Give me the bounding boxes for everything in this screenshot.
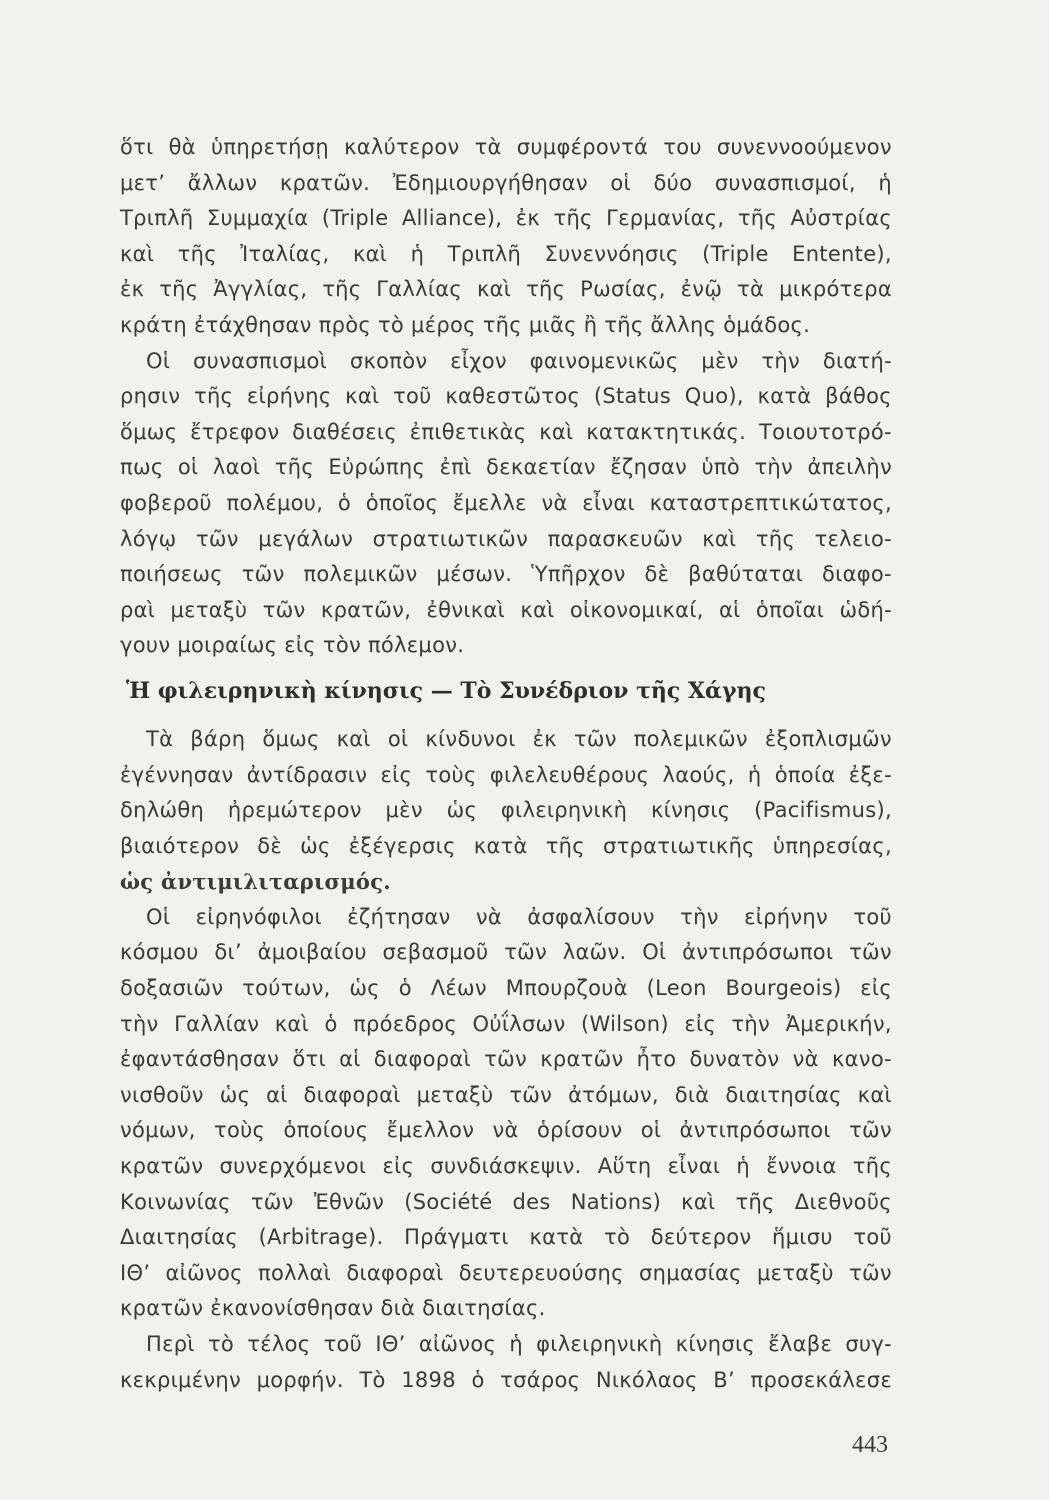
text-line: ἐκ τῆς Ἀγγλίας, τῆς Γαλλίας καὶ τῆς Ρωσίας, ἐνῷ τὰ μικρότερα <box>120 277 892 302</box>
text-line: κράτη ἐτάχθησαν πρὸς τὸ μέρος τῆς μιᾶς ἢ τῆς ἄλλης ὁμάδος. <box>120 312 811 337</box>
paragraph-1 <box>120 130 892 344</box>
text-line: ρησιν τῆς εἰρήνης καὶ τοῦ καθεστῶτος (Status Quo), κατὰ βάθος <box>120 384 892 409</box>
text-line: ἐγέννησαν ἀντίδρασιν εἰς τοὺς φιλελευθέρους λαούς, ἡ ὁποία ἐξε- <box>120 762 892 787</box>
text-line: Τριπλῆ Συμμαχία (Triple Alliance), ἐκ τῆς Γερμανίας, τῆς Αὐστρίας <box>120 206 892 231</box>
text-line: ἐφαντάσθησαν ὅτι αἱ διαφοραὶ τῶν κρατῶν ἦτο δυνατὸν νὰ κανο- <box>120 1047 892 1072</box>
text-line: κρατῶν ἐκανονίσθησαν διὰ διαιτησίας. <box>120 1296 546 1321</box>
text-line: μετ’ ἄλλων κρατῶν. Ἐδημιουργήθησαν οἱ δύο συνασπισμοί, ἡ <box>120 170 892 195</box>
text-line: νόμων, τοὺς ὁποίους ἔμελλον νὰ ὁρίσουν οἱ ἀντιπρόσωποι τῶν <box>120 1118 892 1143</box>
text-line: γουν μοιραίως εἰς τὸν πόλεμον. <box>120 633 465 658</box>
text-line: ποιήσεως τῶν πολεμικῶν μέσων. Ὑπῆρχον δὲ βαθύταται διαφο- <box>120 562 892 587</box>
text-line: Κοινωνίας τῶν Ἐθνῶν (Société des Nations) καὶ τῆς Διεθνοῦς <box>120 1189 892 1214</box>
text-line: κρατῶν συνερχόμενοι εἰς συνδιάσκεψιν. Αὕτη εἶναι ἡ ἔννοια τῆς <box>120 1154 892 1179</box>
paragraph-4 <box>120 900 892 1327</box>
text-line: νισθοῦν ὡς αἱ διαφοραὶ μεταξὺ τῶν ἀτόμων, διὰ διαιτησίας καὶ <box>120 1082 892 1107</box>
text-line: δοξασιῶν τούτων, ὡς ὁ Λέων Μπουρζουὰ (Leon Bourgeois) εἰς <box>120 976 892 1001</box>
text-line: ΙΘ’ αἰῶνος πολλαὶ διαφοραὶ δευτερευούσης σημασίας μεταξὺ τῶν <box>120 1260 892 1285</box>
body-text <box>120 130 892 1398</box>
text-line: κόσμου δι’ ἀμοιβαίου σεβασμοῦ τῶν λαῶν. Οἱ ἀντιπρόσωποι τῶν <box>120 940 892 965</box>
text-line: Τὰ βάρη ὅμως καὶ οἱ κίνδυνοι ἐκ τῶν πολεμικῶν ἐξοπλισμῶν <box>146 726 892 751</box>
text-line: φοβεροῦ πολέμου, ὁ ὁποῖος ἔμελλε νὰ εἶναι καταστρεπτικώτατος, <box>120 490 892 515</box>
text-line: Οἱ συνασπισμοὶ σκοπὸν εἶχον φαινομενικῶς μὲν τὴν διατή- <box>146 348 892 373</box>
text-line: καὶ τῆς Ἰταλίας, καὶ ἡ Τριπλῆ Συνεννόησις (Triple Entente), <box>120 241 892 266</box>
text-line: πως οἱ λαοὶ τῆς Εὐρώπης ἐπὶ δεκαετίαν ἔζησαν ὑπὸ τὴν ἀπειλὴν <box>120 455 892 480</box>
paragraph-5 <box>120 1327 892 1398</box>
text-line: δηλώθη ἠρεμώτερον μὲν ὡς φιλειρηνικὴ κίνησις (Pacifismus), <box>120 798 892 823</box>
text-line: ὅτι θὰ ὑπηρετήσῃ καλύτερον τὰ συμφέροντά του συνεννοούμενον <box>120 135 892 159</box>
text-line: βιαιότερον δὲ ὡς ἐξέγερσις κατὰ τῆς στρατιωτικῆς ὑπηρεσίας, <box>120 833 892 858</box>
text-line: ὡς ἀντιμιλιταρισμός. <box>120 869 391 895</box>
page-number: 443 <box>852 1432 888 1458</box>
section-heading: Ἡ φιλειρηνικὴ κίνησις — Τὸ Συνέδριον τῆς Χάγης <box>126 677 766 704</box>
paragraph-3 <box>120 722 892 900</box>
text-line: Περὶ τὸ τέλος τοῦ ΙΘ’ αἰῶνος ἡ φιλειρηνικὴ κίνησις ἔλαβε συγ- <box>146 1332 892 1356</box>
paragraph-2 <box>120 344 892 664</box>
text-line: λόγῳ τῶν μεγάλων στρατιωτικῶν παρασκευῶν καὶ τῆς τελειο- <box>120 526 892 551</box>
text-line: Οἱ εἰρηνόφιλοι ἐζήτησαν νὰ ἀσφαλίσουν τὴν εἰρήνην τοῦ <box>146 904 892 929</box>
text-line: κεκριμένην μορφήν. Τὸ 1898 ὁ τσάρος Νικόλαος Β’ προσεκάλεσε <box>120 1367 892 1392</box>
text-line: τὴν Γαλλίαν καὶ ὁ πρόεδρος Οὐΐλσων (Wilson) εἰς τὴν Ἀμερικήν, <box>120 1011 892 1036</box>
text-line: ραὶ μεταξὺ τῶν κρατῶν, ἐθνικαὶ καὶ οἰκονομικαί, αἱ ὁποῖαι ὡδή- <box>120 597 892 622</box>
text-line: Διαιτησίας (Arbitrage). Πράγματι κατὰ τὸ δεύτερον ἥμισυ τοῦ <box>120 1225 892 1250</box>
text-line: ὅμως ἔτρεφον διαθέσεις ἐπιθετικὰς καὶ κατακτητικάς. Τοιουτοτρό- <box>120 419 892 444</box>
